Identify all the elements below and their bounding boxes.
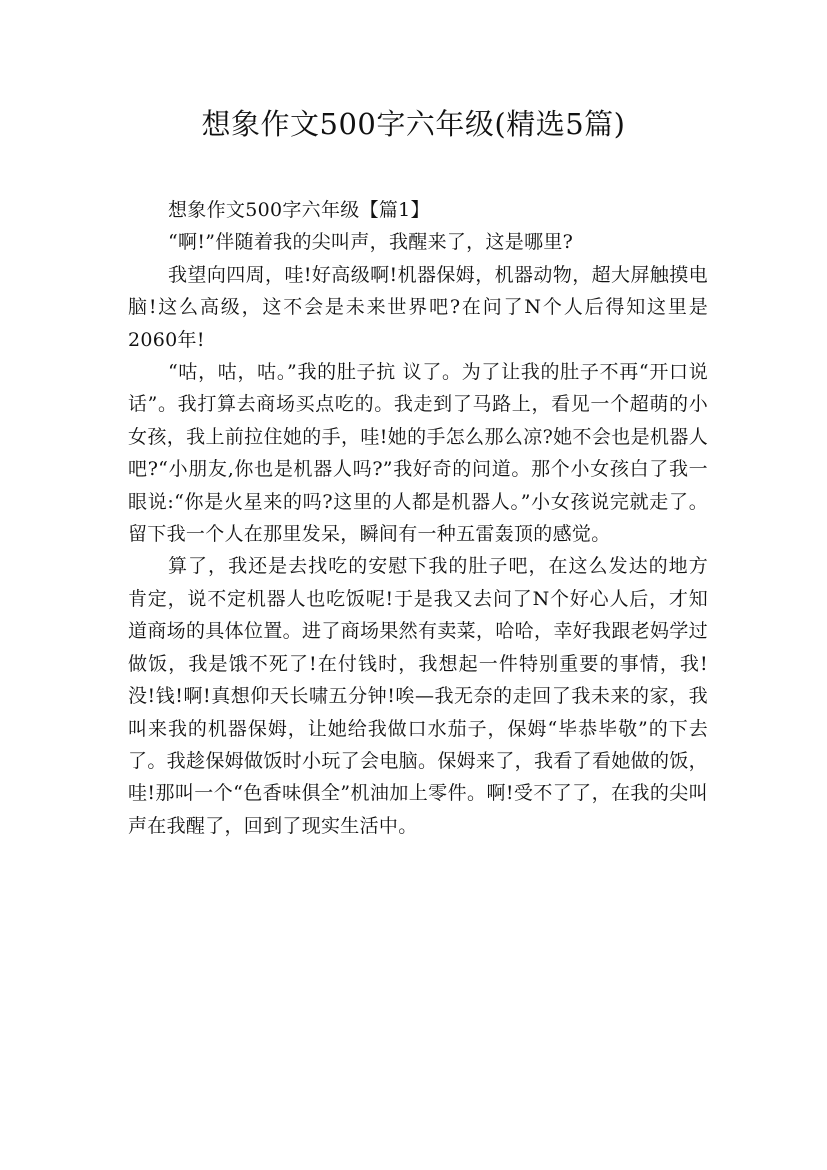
document-body [128,194,708,842]
section-heading: 想象作文500字六年级【篇1】 [168,199,430,221]
document-title: 想象作文500字六年级(精选5篇) [201,107,626,141]
paragraph-3: “咕，咕，咕。”我的肚子抗 议了。为了让我的肚子不再“开口说话”。我打算去商场买点吃的。我走到了马路上，看见一个超萌的小女孩，我上前拉住她的手，哇!她的手怎么那么凉?她不会也是机器人吧?“小朋友,你也是机器人吗?”我好奇的问道。那个小女孩白了我一眼说:“你是火星来的吗?这里的人都是机器人。”小女孩说完就走了。留下我一个人在那里发呆，瞬间有一种五雷轰顶的感觉。 [128,361,708,546]
paragraph-2: 我望向四周，哇!好高级啊!机器保姆，机器动物，超大屏触摸电脑!这么高级，这不会是未来世界吧?在问了N个人后得知这里是2060年! [128,263,708,351]
paragraph-4: 算了，我还是去找吃的安慰下我的肚子吧，在这么发达的地方肯定，说不定机器人也吃饭呢!于是我又去问了N个好心人后，才知道商场的具体位置。进了商场果然有卖菜，哈哈，幸好我跟老妈学过做饭，我是饿不死了!在付钱时，我想起一件特别重要的事情，我!没!钱!啊!真想仰天长啸五分钟!唉—我无奈的走回了我未来的家，我叫来我的机器保姆，让她给我做口水茄子，保姆“毕恭毕敬”的下去了。我趁保姆做饭时小玩了会电脑。保姆来了，我看了看她做的饭，哇!那叫一个“色香味俱全”机油加上零件。啊!受不了了，在我的尖叫声在我醒了，回到了现实生活中。 [128,555,708,837]
paragraph-1: “啊!”伴随着我的尖叫声，我醒来了，这是哪里? [168,231,574,254]
